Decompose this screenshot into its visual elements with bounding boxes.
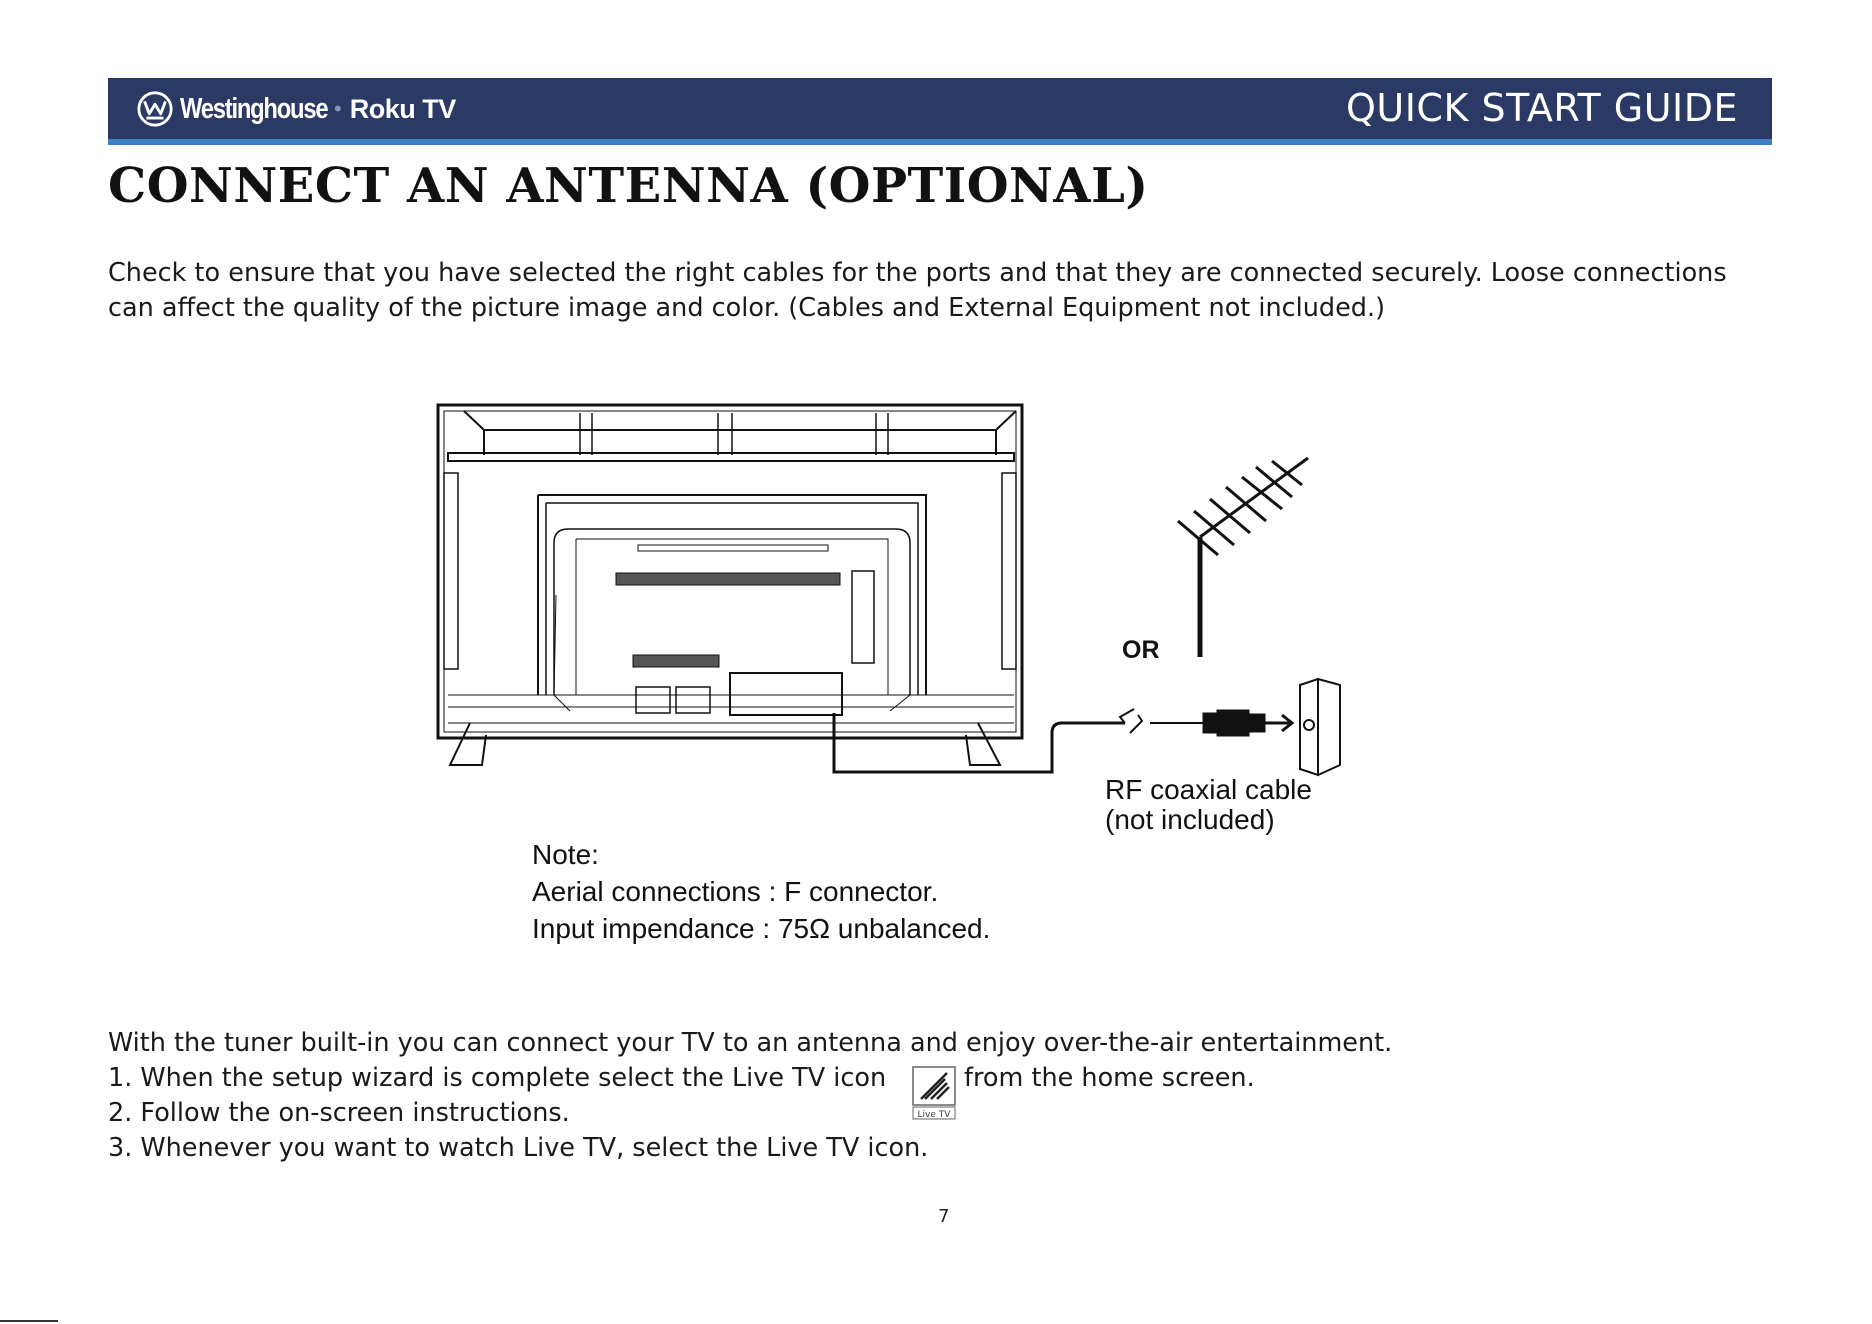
intro-paragraph: [108, 256, 1788, 326]
brand-product: Roku TV: [349, 93, 456, 124]
header-bar: [108, 78, 1772, 139]
corner-crop-mark: [0, 1320, 58, 1322]
intro-line-2: can affect the quality of the picture image and color. (Cables and External Equipment not included.): [108, 293, 1386, 323]
header-accent-stripe: [108, 139, 1772, 145]
instructions-block: [108, 1026, 1392, 1166]
note-heading: Note:: [532, 839, 599, 870]
westinghouse-logo-icon: [136, 90, 174, 128]
or-label: OR: [1122, 636, 1160, 664]
antenna-connection-diagram: [420, 395, 1380, 805]
brand-logo: [136, 88, 456, 130]
wall-outlet-icon: [1300, 679, 1340, 775]
note-line-2: Input impendance : 75Ω unbalanced.: [532, 913, 991, 944]
instruction-step-3: 3. Whenever you want to watch Live TV, select the Live TV icon.: [108, 1133, 929, 1163]
instructions-intro: With the tuner built-in you can connect your TV to an antenna and enjoy over-the-air entertainment.: [108, 1028, 1393, 1058]
live-tv-icon-label: Live TV: [917, 1110, 951, 1120]
guide-title: QUICK START GUIDE: [1345, 86, 1738, 130]
note-block: [532, 836, 990, 947]
brand-name: Westinghouse: [180, 92, 328, 125]
brand-separator: •: [334, 96, 342, 121]
instruction-step-2: 2. Follow the on-screen instructions.: [108, 1098, 570, 1128]
tv-back-illustration: [438, 405, 1022, 765]
note-line-1: Aerial connections : F connector.: [532, 876, 939, 907]
step-1-text-after: from the home screen.: [964, 1063, 1255, 1093]
antenna-icon: [1178, 458, 1308, 657]
coax-cable-line: [834, 709, 1292, 772]
live-tv-icon: [911, 1065, 957, 1119]
cable-label: [1105, 775, 1312, 835]
page-title: CONNECT AN ANTENNA (OPTIONAL): [108, 158, 1149, 214]
cable-label-line-1: RF coaxial cable: [1105, 774, 1312, 805]
intro-line-1: Check to ensure that you have selected the right cables for the ports and that they are connected securely. Loose connections: [108, 258, 1727, 288]
step-1-text-before: 1. When the setup wizard is complete select the Live TV icon: [108, 1063, 887, 1093]
page-number: 7: [938, 1206, 950, 1227]
cable-label-line-2: (not included): [1105, 804, 1275, 835]
